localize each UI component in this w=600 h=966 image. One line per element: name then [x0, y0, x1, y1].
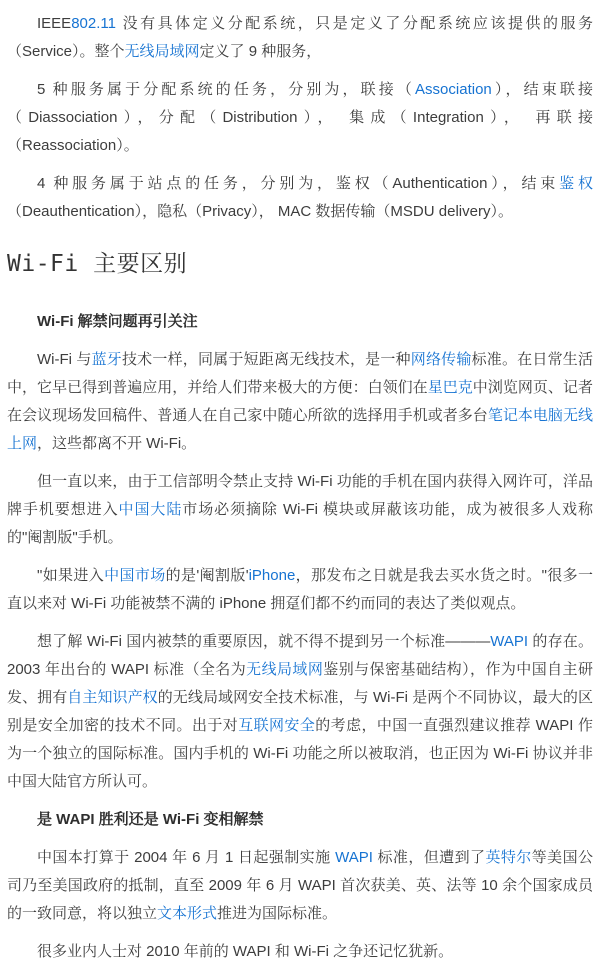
link-association[interactable]: Association [415, 81, 492, 98]
text-run: （Deauthentication），隐私（Privacy）， MAC 数据传输（MSDU delivery）。 [7, 203, 513, 220]
text-run: 想了解 Wi-Fi 国内被禁的重要原因，就不得不提到另一个标准——— [37, 633, 491, 650]
subhead-wapi-vs-wifi [7, 806, 593, 834]
link-wlan-2[interactable]: 无线局域网 [246, 661, 324, 678]
link-wlan[interactable]: 无线局域网 [124, 43, 200, 60]
para-ieee-802-services [7, 10, 593, 66]
document-page [0, 10, 600, 960]
para-memory [7, 938, 593, 966]
link-text-form[interactable]: 文本形式 [157, 905, 218, 922]
text-run: 的无线局域网安全技术标准，与 Wi-Fi 是两个不同协议，最大的区别是安全加密的技术不同。出于对 [7, 689, 593, 734]
link-wapi[interactable]: WAPI [490, 633, 529, 650]
link-network-transmission[interactable]: 网络传输 [410, 351, 472, 368]
link-bluetooth[interactable]: 蓝牙 [91, 351, 122, 368]
text-run: Wi-Fi 与 [37, 351, 92, 368]
para-four-services [7, 170, 593, 226]
text-run: 4 种服务属于站点的任务，分别为，鉴权（Authentication），结束 [37, 175, 560, 192]
para-wifi-ban [7, 468, 593, 552]
text-run: IEEE [37, 15, 72, 32]
para-wapi-standard [7, 628, 593, 796]
text-run: 5 种服务属于分配系统的任务，分别为，联接（ [37, 81, 416, 98]
text-run: 但一直以来，由于工信部明令禁止支持 Wi-Fi 功能的手机在国内获得入网许可，洋品牌手机要想进入 [7, 473, 593, 518]
link-china-market[interactable]: 中国市场 [104, 567, 166, 584]
text-run: 没有具体定义分配系统，只是定义了分配系统应该提供的服务（Service）。整个 [7, 15, 593, 60]
text-run: 鉴别与保密基础结构），作为中国自主研发、拥有 [7, 661, 593, 706]
text-run: ），结束联接（Diassociation），分配（Distribution）， 集成（Integration）， 再联接（Reassociation）。 [7, 81, 593, 154]
link-wapi-2[interactable]: WAPI [335, 849, 373, 866]
text-run: Wi-Fi 解禁问题再引关注 [37, 313, 198, 330]
section-heading-wifi-differences: Wi-Fi 主要区别 [7, 251, 188, 277]
text-run: 推进为国际标准。 [217, 905, 338, 922]
link-deauth-jianquan[interactable]: 鉴权 [559, 175, 593, 192]
link-intel[interactable]: 英特尔 [485, 849, 532, 866]
text-run: 的存在。2003 年出台的 WAPI 标准（全名为 [7, 633, 593, 678]
subhead-wifi-unban [7, 308, 593, 336]
link-ieee-802-11[interactable]: 802.11 [71, 15, 116, 32]
text-run: 的考虑，中国一直强烈建议推荐 WAPI 作为一个独立的国际标准。国内手机的 Wi-Fi 功能之所以被取消，也正因为 Wi-Fi 协议并非中国大陆官方所认可。 [7, 717, 593, 790]
link-internet-security[interactable]: 互联网安全 [238, 717, 316, 734]
link-ipr[interactable]: 自主知识产权 [67, 689, 158, 706]
text-run: 的是'阉割版' [165, 567, 249, 584]
text-run: 标准，但遭到了 [372, 849, 486, 866]
para-iphone-quote [7, 562, 593, 618]
text-run: "如果进入 [37, 567, 105, 584]
para-five-services [7, 76, 593, 160]
text-run: ，这些都离不开 Wi-Fi。 [37, 435, 197, 452]
article-content [0, 10, 600, 966]
link-mainland-china[interactable]: 中国大陆 [118, 501, 183, 518]
text-run: 标准。在日常生活中，它早已得到普遍应用，并给人们带来极大的方便：白领们在 [7, 351, 593, 396]
text-run: 中国本打算于 2004 年 6 月 1 日起强制实施 [37, 849, 336, 866]
text-run: 很多业内人士对 2010 年前的 WAPI 和 Wi-Fi 之争还记忆犹新。 [37, 943, 454, 960]
text-run: 定义了 9 种服务， [199, 43, 322, 60]
text-run: ，那发布之日就是我去买水货之时。"很多一直以来对 Wi-Fi 功能被禁不满的 iPhone 拥趸们都不约而同的表达了类似观点。 [7, 567, 593, 612]
text-run: 技术一样，同属于短距离无线技术，是一种 [121, 351, 411, 368]
link-iphone[interactable]: iPhone [248, 567, 296, 584]
text-run: 等美国公司乃至美国政府的抵制，直至 2009 年 6 月 WAPI 首次获美、英、法等 10 余个国家成员的一致同意，将以独立 [7, 849, 593, 922]
link-starbucks[interactable]: 星巴克 [427, 379, 473, 396]
text-run: 是 WAPI 胜利还是 Wi-Fi 变相解禁 [37, 811, 264, 828]
text-run: 中浏览网页、记者在会议现场发回稿件、普通人在自己家中随心所欲的选择用手机或者多台 [7, 379, 593, 424]
text-run: 市场必须摘除 Wi-Fi 模块或屏蔽该功能，成为被很多人戏称的"阉割版"手机。 [7, 501, 593, 546]
para-wapi-2004 [7, 844, 593, 928]
link-laptop-wireless[interactable]: 笔记本电脑无线上网 [7, 407, 593, 452]
para-wifi-bluetooth [7, 346, 593, 458]
